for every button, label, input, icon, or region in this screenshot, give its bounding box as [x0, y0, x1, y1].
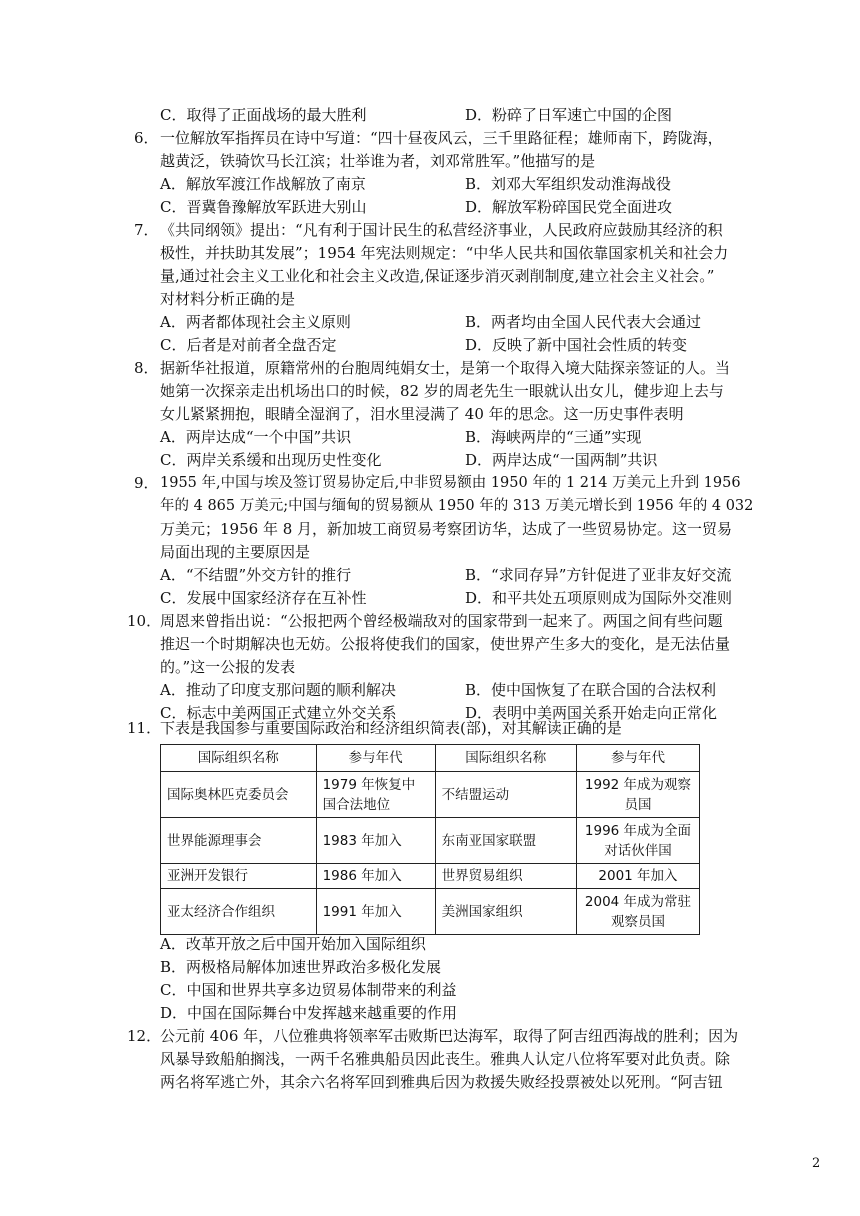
- q5-option-d: D．粉碎了日军速亡中国的企图: [465, 106, 673, 124]
- table-header: 国际组织名称: [435, 745, 576, 772]
- q10-number: 10．: [127, 612, 162, 630]
- q8-option-b: B．海峡两岸的“三通”实现: [465, 428, 642, 446]
- q6-stem-line: 一位解放军指挥员在诗中写道：“四十昼夜风云，三千里路征程；雄师南下，跨陇海，: [160, 129, 723, 147]
- q8-stem-line: 女儿紧紧拥抱，眼睛全湿润了，泪水里浸满了 40 年的思念。这一历史事件表明: [160, 405, 684, 423]
- table-cell: 美洲国家组织: [435, 889, 576, 935]
- table-cell: 1986 年加入: [316, 864, 435, 889]
- q7-number: 7．: [134, 221, 159, 239]
- table-cell: 1983 年加入: [316, 818, 435, 864]
- q7-option-a: A．两者都体现社会主义原则: [160, 313, 351, 331]
- q8-number: 8．: [134, 359, 159, 377]
- q11-stem-line: 下表是我国参与重要国际政治和经济组织简表(部)，对其解读正确的是: [160, 719, 622, 737]
- q9-stem-line: 局面出现的主要原因是: [160, 543, 311, 561]
- q10-option-b: B．使中国恢复了在联合国的合法权利: [465, 681, 717, 699]
- q12-number: 12．: [127, 1027, 162, 1045]
- table-cell: 1991 年加入: [316, 889, 435, 935]
- q11-number: 11．: [127, 719, 162, 737]
- q7-stem-line: 极性，并扶助其发展”；1954 年宪法则规定：“中华人民共和国依靠国家机关和社会力: [160, 244, 729, 262]
- q6-option-b: B．刘邓大军组织发动淮海战役: [465, 175, 672, 193]
- q12-stem-line: 公元前 406 年，八位雅典将领率军击败斯巴达海军，取得了阿吉纽西海战的胜利；因为: [160, 1027, 739, 1045]
- q8-option-d: D．两岸达成“一国两制”共识: [465, 451, 658, 469]
- q8-stem-line: 据新华社报道，原籍常州的台胞周纯娟女士，是第一个取得入境大陆探亲签证的人。当: [160, 359, 731, 377]
- table-cell: 2004 年成为常驻观察员国: [576, 889, 699, 935]
- table-row: [161, 864, 700, 889]
- q10-stem-line: 推迟一个时期解决也无妨。公报将使我们的国家，使世界产生多大的变化，是无法估量: [160, 635, 731, 653]
- q6-option-c: C．晋冀鲁豫解放军跃进大别山: [160, 198, 367, 216]
- q6-option-d: D．解放军粉碎国民党全面进攻: [465, 198, 673, 216]
- table-row: [161, 772, 700, 818]
- q10-option-a: A．推动了印度支那问题的顺利解决: [160, 681, 396, 699]
- q7-option-b: B．两者均由全国人民代表大会通过: [465, 313, 702, 331]
- q9-number: 9．: [134, 474, 159, 492]
- table-row: [161, 818, 700, 864]
- table-cell: 亚太经济合作组织: [161, 889, 317, 935]
- q10-stem-line: 周恩来曾指出说：“公报把两个曾经极端敌对的国家带到一起来了。两国之间有些问题: [160, 612, 723, 630]
- q10-stem-line: 的。”这一公报的发表: [160, 658, 296, 676]
- q7-stem-line: 对材料分析正确的是: [160, 290, 296, 308]
- table-cell: 国际奥林匹克委员会: [161, 772, 317, 818]
- table-cell: 不结盟运动: [435, 772, 576, 818]
- q6-option-a: A．解放军渡江作战解放了南京: [160, 175, 366, 193]
- q7-option-d: D．反映了新中国社会性质的转变: [465, 336, 688, 354]
- q5-option-c: C．取得了正面战场的最大胜利: [160, 106, 367, 124]
- q9-option-d: D．和平共处五项原则成为国际外交准则: [465, 589, 733, 607]
- q7-option-c: C．后者是对前者全盘否定: [160, 336, 337, 354]
- q7-stem-line: 量,通过社会主义工业化和社会主义改造,保证逐步消灭剥削制度,建立社会主义社会。”: [160, 267, 715, 285]
- q8-stem-line: 她第一次探亲走出机场出口的时候，82 岁的周老先生一眼就认出女儿，健步迎上去与: [160, 382, 724, 400]
- q6-number: 6．: [134, 129, 159, 147]
- table-cell: 亚洲开发银行: [161, 864, 317, 889]
- q8-option-a: A．两岸达成“一个中国”共识: [160, 428, 352, 446]
- table-cell: 1996 年成为全面对话伙伴国: [576, 818, 699, 864]
- table-cell: 1979 年恢复中国合法地位: [316, 772, 435, 818]
- table-header: 参与年代: [576, 745, 699, 772]
- q11-option-d: D．中国在国际舞台中发挥越来越重要的作用: [160, 1004, 458, 1022]
- table-header-row: [161, 745, 700, 772]
- table-header: 国际组织名称: [161, 745, 317, 772]
- q10-option-c: C．标志中美两国正式建立外交关系: [160, 704, 397, 722]
- page-number: 2: [812, 1156, 821, 1171]
- q7-stem-line: 《共同纲领》提出：“凡有利于国计民生的私营经济事业，人民政府应鼓励其经济的积: [160, 221, 723, 239]
- table-header: 参与年代: [316, 745, 435, 772]
- q9-option-c: C．发展中国家经济存在互补性: [160, 589, 367, 607]
- table-cell: 1992 年成为观察员国: [576, 772, 699, 818]
- q6-stem-line: 越黄泛，铁骑饮马长江滨；壮举谁为者，刘邓常胜军。”他描写的是: [160, 152, 596, 170]
- organizations-table: [160, 744, 700, 935]
- q8-option-c: C．两岸关系缓和出现历史性变化: [160, 451, 382, 469]
- q11-option-b: B．两极格局解体加速世界政治多极化发展: [160, 958, 442, 976]
- q10-option-d: D．表明中美两国关系开始走向正常化: [465, 704, 718, 722]
- table-cell: 世界能源理事会: [161, 818, 317, 864]
- q12-stem-line: 风暴导致船舶搁浅，一两千名雅典船员因此丧生。雅典人认定八位将军要对此负责。除: [160, 1050, 731, 1068]
- q11-option-c: C．中国和世界共享多边贸易体制带来的利益: [160, 981, 457, 999]
- q9-option-a: A．“不结盟”外交方针的推行: [160, 566, 352, 584]
- table-cell: 2001 年加入: [576, 864, 699, 889]
- q9-stem-line: 年的 4 865 万美元;中国与缅甸的贸易额从 1950 年的 313 万美元增长到 1956 年的 4 032: [160, 498, 754, 514]
- table-cell: 东南亚国家联盟: [435, 818, 576, 864]
- q9-stem-line: 万美元；1956 年 8 月，新加坡工商贸易考察团访华，达成了一些贸易协定。这一贸易: [160, 520, 733, 538]
- q11-option-a: A．改革开放之后中国开始加入国际组织: [160, 935, 426, 953]
- q12-stem-line: 两名将军逃亡外，其余六名将军回到雅典后因为救援失败经投票被处以死刑。“阿吉钮: [160, 1073, 723, 1091]
- table-row: [161, 889, 700, 935]
- q9-option-b: B．“求同存异”方针促进了亚非友好交流: [465, 566, 732, 584]
- table-cell: 世界贸易组织: [435, 864, 576, 889]
- q9-stem-line: 1955 年,中国与埃及签订贸易协定后,中非贸易额由 1950 年的 1 214 万美元上升到 1956: [160, 475, 741, 491]
